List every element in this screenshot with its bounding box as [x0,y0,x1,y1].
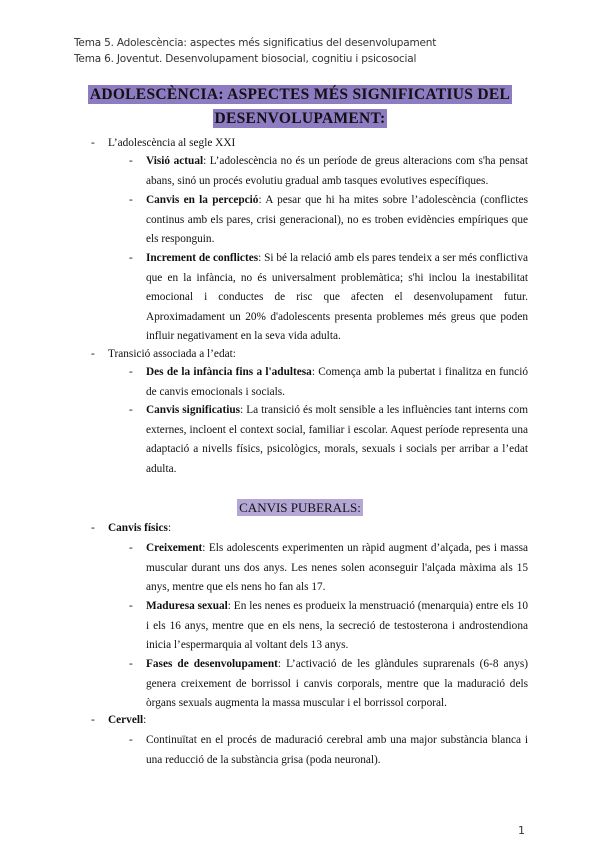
list-item: - Continuïtat en el procés de maduració cerebral amb una major substància blanca i una reducció de la substància grisa (poda neuronal). [129,734,528,766]
list-item: - Transició associada a l’edat: [91,348,236,360]
list-item: - Creixement: Els adolescents experimenten un ràpid augment d’alçada, pes i massa muscular durant uns dos anys. Les nenes solen aconseguir l'alçada màxima als 15 anys, mentre que els nens ho fan als 17. [129,542,528,593]
list-item: - Canvis físics: [91,522,172,534]
main-title-line-1: ADOLESCÈNCIA: ASPECTES MÉS SIGNIFICATIUS DEL [89,86,511,103]
list-item: - Fases de desenvolupament: L’activació de les glàndules suprarenals (6-8 anys) genera creixement de borrissol i canvis corporals, mentre que la maduració dels òrgans sexuals augmenta la massa muscular i el borrissol corporal. [129,658,528,709]
header-line-1: Tema 5. Adolescència: aspectes més significatius del desenvolupament [74,37,437,49]
list-item: - L’adolescència al segle XXI [91,137,236,149]
list-item: - Canvis significatius: La transició és molt sensible a les influències tant interns com externes, incloent el context social, familiar i escolar. Aquest període representa una adaptació a nivells físics, psicològics, morals, sexuals i socials per arribar a l’edat adulta. [129,404,528,475]
list-item: - Des de la infància fins a l'adultesa: Comença amb la pubertat i finalitza en funció de canvis emocionals i socials. [129,366,528,398]
list-item: - Cervell: [91,714,147,726]
list-item: - Visió actual: L’adolescència no és un període de greus alteracions com s'ha pensat abans, sinó un procés evolutiu gradual amb tasques evolutives específiques. [129,155,528,187]
section-title: CANVIS PUBERALS: [239,500,361,515]
header-line-2: Tema 6. Joventut. Desenvolupament biosocial, cognitiu i psicosocial [74,53,417,65]
list-item: - Increment de conflictes: Si bé la relació amb els pares tendeix a ser més conflictiva que en la infància, no és universalment problemàtica; s'hi inclou la inestabilitat emocional i conductes de risc que afecten el desenvolupament futur. Aproximadament un 20% d'adolescents presenta problemes més greus que poden influir negativament en la seva vida adulta. [129,252,528,342]
list-item: - Maduresa sexual: En les nenes es produeix la menstruació (menarquia) entre els 10 i els 16 anys, mentre que en els nens, la secreció de testosterona i androstendiona inicia l’espermarquia al voltant dels 13 anys. [129,600,529,651]
list-item: - Canvis en la percepció: A pesar que hi ha mites sobre l’adolescència (conflictes continus amb els pares, crisi generacional), no es troben evidències empíriques que els responguin. [129,194,528,245]
main-title-line-2: DESENVOLUPAMENT: [214,110,386,127]
page-number: 1 [518,824,525,837]
